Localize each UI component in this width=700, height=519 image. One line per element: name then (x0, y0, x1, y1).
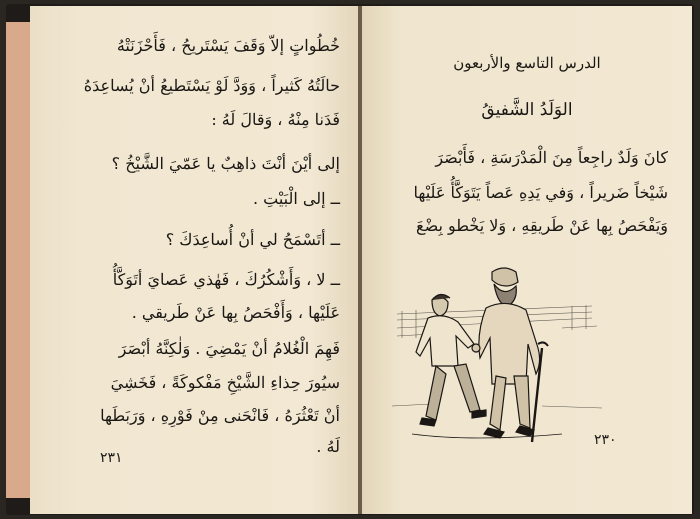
lesson-title: الدرس التاسع والأربعون (453, 54, 601, 72)
left-line-8: عَلَيْها ، وَأَفْحَصُ بِها عَنْ طَريقي . (131, 303, 340, 322)
left-page (30, 6, 360, 514)
left-line-4: إلى أيْنَ أنْتَ ذاهِبٌ يا عَمّيَ الشَّيْخُ ؟ (111, 154, 340, 173)
left-line-6: ــ أتَسْمَحُ لي أنْ أُساعِدَكَ ؟ (165, 230, 340, 249)
right-line-3: وَيَفْحَصُ بِها عَنْ طَريقِهِ ، وَلا يَخْطو بِضْعَ (416, 216, 668, 235)
left-line-3: فَدَنا مِنْهُ ، وَقالَ لَهُ : (211, 110, 340, 129)
story-title: الوَلَدُ الشَّفيقُ (481, 100, 573, 120)
left-line-5: ــ إلى الْبَيْتِ . (252, 189, 340, 208)
right-line-2: شَيْخاً ضَريراً ، وَفي يَدِهِ عَصاً يَتَوَكَّأُ عَلَيْها (413, 183, 668, 202)
left-line-10: سيُورَ حِذاءِ الشَّيْخِ مَفْكوكَةً ، فَخَشِيَ (110, 373, 340, 392)
left-line-9: فَهِمَ الْغُلامُ أنْ يَمْضِيَ . وَلٰكِنَّهُ أبْصَرَ (118, 339, 340, 358)
boy-helping-old-man-illustration (392, 256, 612, 446)
page-number-left: ٢٣١ (100, 450, 123, 466)
left-line-2: حالَتُهُ كَثيراً ، وَوَدَّ لَوْ يَسْتَطيعُ أنْ يُساعِدَهُ (83, 76, 340, 95)
book-edge (6, 22, 32, 498)
left-line-1: خُطُواتٍ إلاّ وَقَفَ يَسْتَريحُ ، فَأَحْزَنَتْهُ (116, 36, 340, 55)
left-line-12: لَهُ . (316, 437, 340, 456)
right-page (362, 6, 692, 514)
left-line-11: أنْ تَعْثُرَهُ ، فَانْحَنى مِنْ فَوْرِهِ ، وَرَبَطَها (100, 406, 340, 425)
page-number-right: ٢٣٠ (594, 432, 617, 448)
left-line-7: ــ لا ، وَأَشْكُرُكَ ، فَهٰذي عَصايَ أتَوَكَّأُ (112, 270, 340, 289)
right-line-1: كانَ وَلَدٌ راجِعاً مِنَ الْمَدْرَسَةِ ، فَأَبْصَرَ (435, 148, 668, 167)
